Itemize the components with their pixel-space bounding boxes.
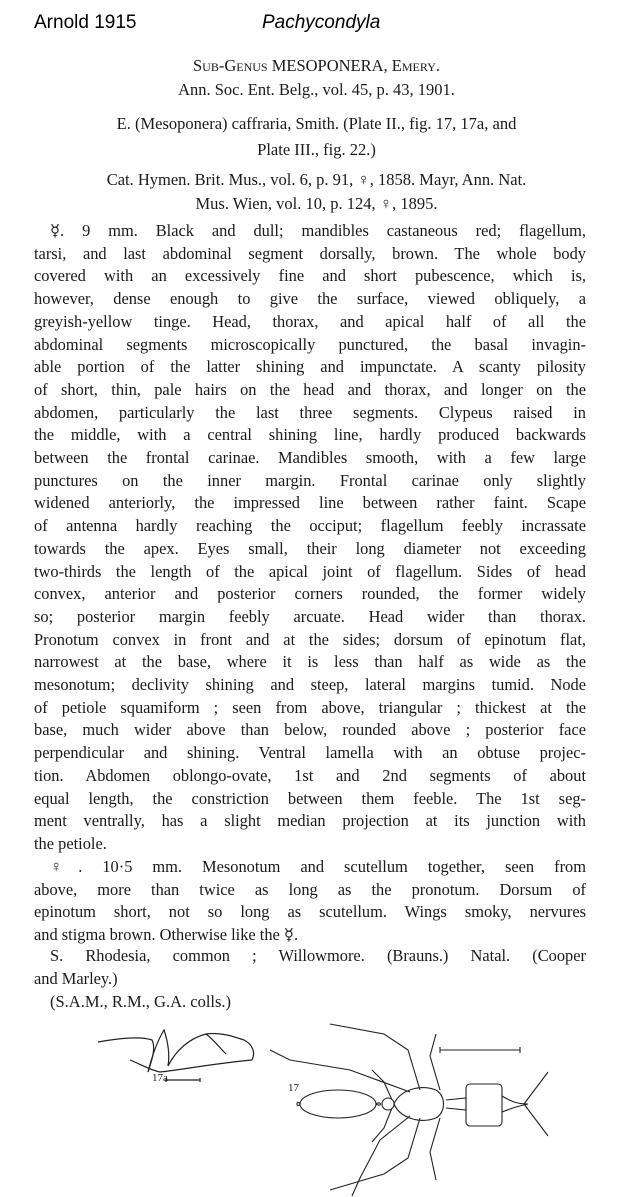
text-line: towards the apex. Eyes small, their long diameter not exceeding xyxy=(34,538,586,558)
figure-label-17: 17 xyxy=(288,1082,299,1094)
text-line: covered with an excessively fine and short pubescence, which is, xyxy=(34,266,586,286)
collections: (S.A.M., R.M., G.A. colls.) xyxy=(50,992,232,1011)
figures xyxy=(0,1020,633,1197)
text-line: of antenna hardly reaching the occiput; flagellum feebly incrassate xyxy=(34,516,586,536)
text-line: S. Rhodesia, common ; Willowmore. (Brauns.) Natal. (Cooper xyxy=(50,946,586,965)
text-line: narrowest at the base, where it is less than half as wide as the xyxy=(34,652,586,672)
text-line: ♀. 10·5 mm. Mesonotum and scutellum together, seen from xyxy=(50,857,586,876)
text-line: and Marley.) xyxy=(34,968,118,988)
text-line: of petiole squamiform ; seen from above, triangular ; thickest at the xyxy=(34,697,586,717)
species-title: E. (Mesoponera) caffraria, Smith. (Plate II., fig. 17, 17a, and xyxy=(116,114,517,133)
text-line: two-thirds the length of the apical joint of flagellum. Sides of head xyxy=(34,561,586,581)
text-line: ☿. 9 mm. Black and dull; mandibles castaneous red; flagellum, xyxy=(50,221,586,240)
subgenus-citation: Ann. Soc. Ent. Belg., vol. 45, p. 43, 1901. xyxy=(178,80,455,99)
header-left: Arnold 1915 xyxy=(34,12,137,33)
text-line: base, much wider above than below, rounded above ; posterior face xyxy=(34,720,586,740)
text-line: able portion of the latter shining and impunctate. A scanty pilosity xyxy=(34,357,586,377)
text-line: convex, anterior and posterior corners rounded, the former widely xyxy=(34,584,586,604)
text-line: tarsi, and last abdominal segment dorsally, brown. The whole body xyxy=(34,243,586,263)
text-line: and stigma brown. Otherwise like the ☿. xyxy=(34,925,299,945)
subgenus-title: Sub-Genus MESOPONERA, Emery. xyxy=(192,56,441,75)
text-line: between the frontal carinae. Mandibles smooth, with a few large xyxy=(34,448,586,468)
text-line: widened anteriorly, the impressed line between rather faint. Scape xyxy=(34,493,586,513)
text-line: greyish-yellow tinge. Head, thorax, and apical half of all the xyxy=(34,311,586,331)
figure-17a-petiole xyxy=(0,1020,633,1197)
text-line: so; posterior margin feebly arcuate. Head wider than thorax. xyxy=(34,606,586,626)
worker-description xyxy=(34,220,586,856)
text-line: the petiole. xyxy=(34,833,107,853)
text-line: perpendicular and shining. Ventral lamella with an obtuse projec- xyxy=(34,743,586,763)
text-line: epinotum short, not so long as scutellum. Wings smoky, nervures xyxy=(34,902,586,922)
distribution xyxy=(34,945,586,990)
species-citation-1: Cat. Hymen. Brit. Mus., vol. 6, p. 91, ♀, 1858. Mayr, Ann. Nat. xyxy=(106,170,527,189)
text-line: mesonotum; declivity shining and steep, lateral margins tumid. Node xyxy=(34,675,586,695)
species-citation-2: Mus. Wien, vol. 10, p. 124, ♀, 1895. xyxy=(195,194,438,213)
text-line: abdominal segments microscopically punctured, the basal invagin- xyxy=(34,334,586,354)
text-line: the middle, with a central shining line, hardly produced backwards xyxy=(34,425,586,445)
text-line: Pronotum convex in front and at the sides; dorsum of epinotum flat, xyxy=(34,629,586,649)
figure-label-17a: 17a xyxy=(152,1072,168,1084)
text-line: tion. Abdomen oblongo-ovate, 1st and 2nd segments of about xyxy=(34,765,586,785)
header-right: Pachycondyla xyxy=(262,12,381,33)
text-line: above, more than twice as long as the pronotum. Dorsum of xyxy=(34,879,586,899)
text-line: however, dense enough to give the surface, viewed obliquely, a xyxy=(34,289,586,309)
female-description xyxy=(34,856,586,947)
text-line: punctures on the inner margin. Frontal carinae only slightly xyxy=(34,470,586,490)
text-line: equal length, the constriction between them feeble. The 1st seg- xyxy=(34,788,586,808)
text-line: abdomen, particularly the last three segments. Clypeus raised in xyxy=(34,402,586,422)
text-line: of short, thin, pale hairs on the head and thorax, and longer on the xyxy=(34,379,586,399)
species-plate: Plate III., fig. 22.) xyxy=(257,140,376,159)
text-line: ment ventrally, has a slight median projection at its junction with xyxy=(34,811,586,831)
